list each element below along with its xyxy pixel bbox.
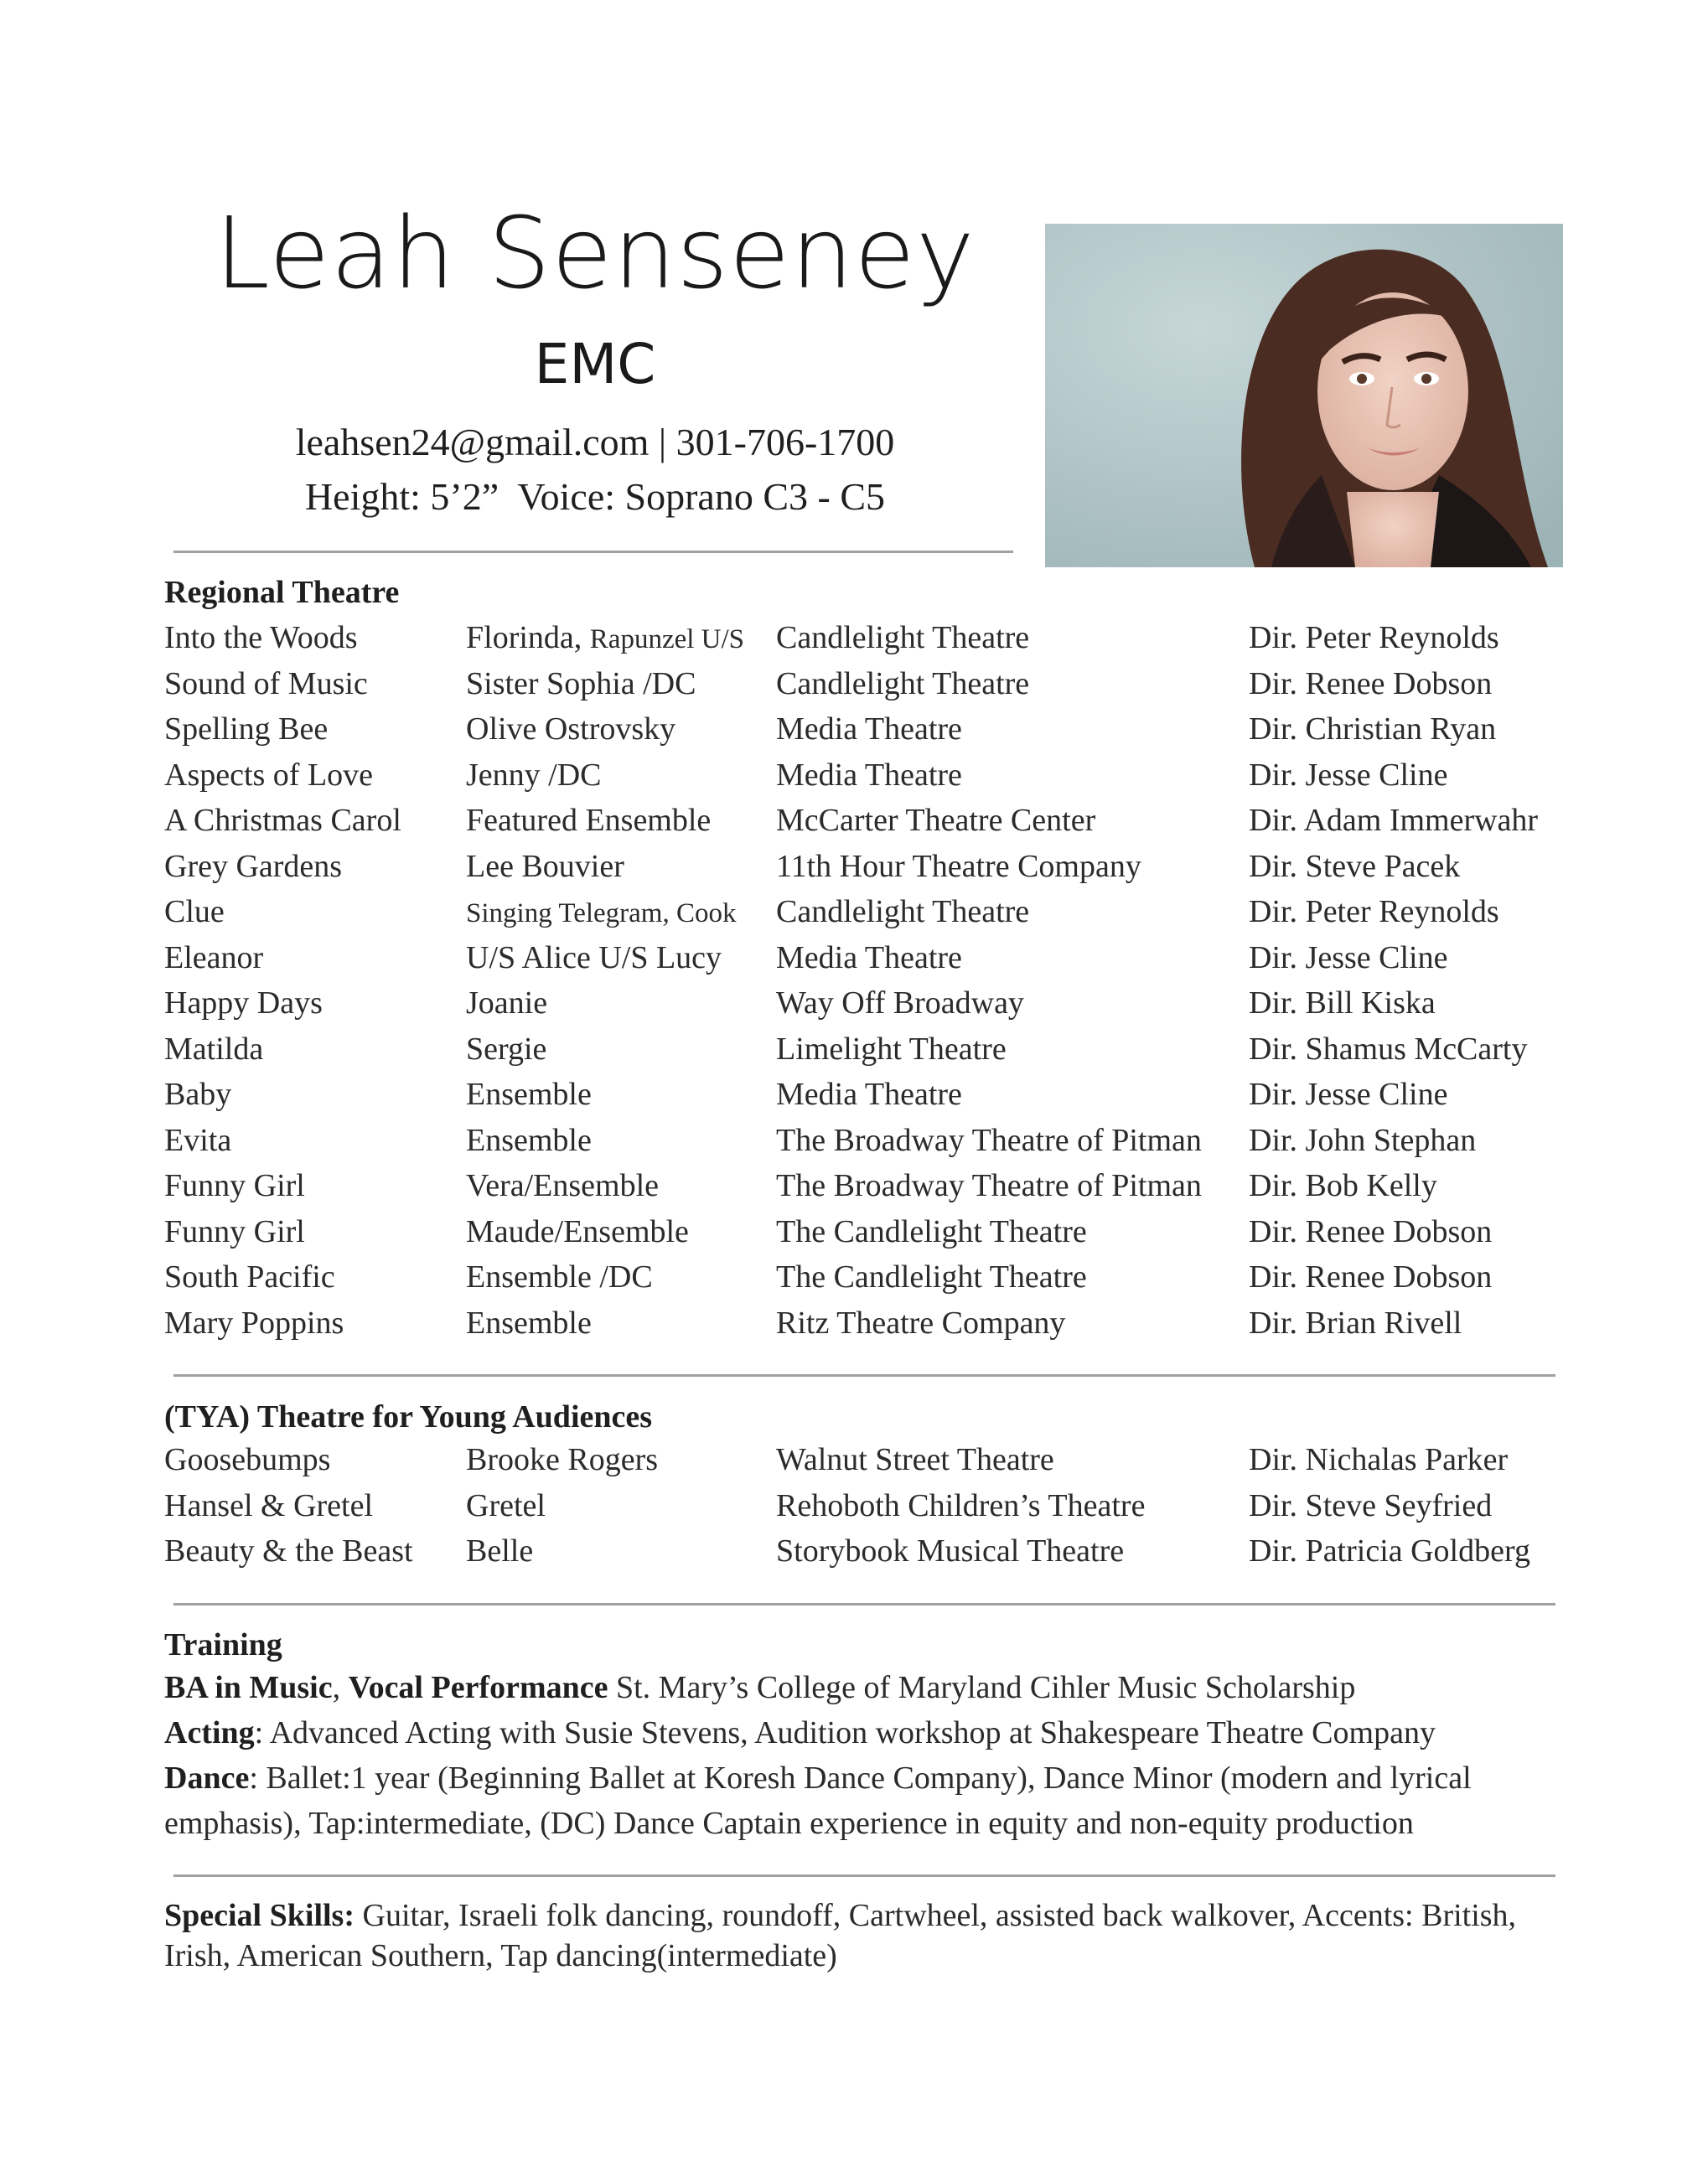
training-divider xyxy=(173,1874,1555,1877)
credit-role-text: Florinda, xyxy=(466,620,590,655)
credit-row xyxy=(0,1444,1708,1486)
credit-show: Funny Girl xyxy=(164,1168,305,1203)
credit-role xyxy=(466,1122,592,1158)
credit-role xyxy=(466,622,744,654)
credit-theatre: Storybook Musical Theatre xyxy=(776,1533,1125,1569)
acting-label: Acting xyxy=(164,1715,255,1750)
credit-role-text: Joanie xyxy=(466,985,548,1021)
credit-show: Baby xyxy=(164,1077,232,1112)
credit-director: Dir. Jesse Cline xyxy=(1249,1077,1448,1112)
credit-show: Clue xyxy=(164,894,225,929)
credit-director: Dir. Peter Reynolds xyxy=(1249,620,1499,655)
credit-director: Dir. Jesse Cline xyxy=(1249,757,1448,793)
credit-role xyxy=(466,1078,592,1110)
credit-role-text: Sister Sophia /DC xyxy=(466,665,696,701)
credit-show: Happy Days xyxy=(164,985,323,1021)
skills-label: Special Skills: xyxy=(164,1898,355,1933)
actor-name: Leah Senseney xyxy=(215,195,976,311)
degree-label-1: BA in Music xyxy=(164,1670,333,1705)
credit-row xyxy=(0,1078,1708,1120)
credit-row xyxy=(0,1033,1708,1075)
section-title-tya: (TYA) Theatre for Young Audiences xyxy=(164,1399,653,1435)
credit-director: Dir. Steve Seyfried xyxy=(1249,1487,1493,1523)
credit-theatre: The Broadway Theatre of Pitman xyxy=(776,1168,1202,1203)
credit-row xyxy=(0,665,1708,710)
credit-role-text: Olive Ostrovsky xyxy=(466,711,676,747)
credit-role xyxy=(466,1307,592,1339)
credit-role-text: Maude/Ensemble xyxy=(466,1213,689,1249)
credit-show: Spelling Bee xyxy=(164,711,329,747)
credit-row xyxy=(0,1535,1708,1577)
credit-row xyxy=(0,848,1708,892)
section-title-regional: Regional Theatre xyxy=(164,575,400,610)
credit-role xyxy=(466,1444,658,1476)
credit-row xyxy=(0,1307,1708,1349)
credit-role-text: Brooke Rogers xyxy=(466,1442,659,1477)
regional-divider xyxy=(173,1374,1555,1377)
credit-show: Beauty & the Beast xyxy=(164,1533,413,1569)
credit-role-text: U/S Alice U/S Lucy xyxy=(466,939,722,975)
credit-director: Dir. Bill Kiska xyxy=(1249,985,1436,1021)
credit-show: Goosebumps xyxy=(164,1442,331,1477)
credit-theatre: McCarter Theatre Center xyxy=(776,803,1096,838)
credit-director: Dir. Bob Kelly xyxy=(1249,1168,1437,1203)
credit-role-text: Lee Bouvier xyxy=(466,848,624,884)
credit-role-text: Belle xyxy=(466,1533,534,1569)
degree-label-2: Vocal Performance xyxy=(348,1670,608,1705)
credit-theatre: Ritz Theatre Company xyxy=(776,1305,1066,1341)
dance-text: : Ballet:1 year (Beginning Ballet at Koresh Dance Company), Dance Minor (modern and lyrical emphasis), Tap:intermediate, (DC) Dance Captain experience in equity and non-equity production xyxy=(164,1761,1472,1841)
credit-row xyxy=(0,1122,1708,1166)
credit-theatre: The Broadway Theatre of Pitman xyxy=(776,1122,1202,1158)
credit-role-text: Featured Ensemble xyxy=(466,803,712,838)
credit-director: Dir. Renee Dobson xyxy=(1249,1259,1493,1295)
credit-role xyxy=(466,713,675,745)
credit-row xyxy=(0,896,1708,938)
credit-show: Grey Gardens xyxy=(164,848,343,884)
credit-row xyxy=(0,987,1708,1029)
credit-director: Dir. Nichalas Parker xyxy=(1249,1442,1509,1477)
credit-theatre: Way Off Broadway xyxy=(776,985,1024,1021)
credit-director: Dir. Peter Reynolds xyxy=(1249,894,1499,929)
credit-role-small: Rapunzel U/S xyxy=(589,624,745,654)
credit-row xyxy=(0,759,1708,801)
credit-role xyxy=(466,759,602,791)
credit-theatre: Rehoboth Children’s Theatre xyxy=(776,1487,1146,1523)
credit-director: Dir. Christian Ryan xyxy=(1249,711,1497,747)
credit-show: Matilda xyxy=(164,1031,264,1067)
headshot-photo xyxy=(1045,224,1563,567)
credit-role xyxy=(466,896,736,928)
credit-director: Dir. Renee Dobson xyxy=(1249,665,1493,701)
credit-show: Sound of Music xyxy=(164,665,368,701)
credit-show: South Pacific xyxy=(164,1259,335,1295)
credit-role xyxy=(466,804,711,836)
credit-role-text: Sergie xyxy=(466,1031,547,1067)
credit-theatre: The Candlelight Theatre xyxy=(776,1213,1087,1249)
credit-theatre: Walnut Street Theatre xyxy=(776,1442,1054,1477)
credit-show: Aspects of Love xyxy=(164,757,374,793)
credit-row xyxy=(0,1487,1708,1532)
credit-director: Dir. John Stephan xyxy=(1249,1122,1477,1158)
credit-role-small: Singing Telegram, Cook xyxy=(466,898,737,928)
training-acting xyxy=(164,1710,1572,1755)
credit-director: Dir. Renee Dobson xyxy=(1249,1213,1493,1249)
credit-director: Dir. Jesse Cline xyxy=(1249,939,1448,975)
credit-role-text: Ensemble /DC xyxy=(466,1259,653,1295)
credit-show: Into the Woods xyxy=(164,620,358,655)
training-dance xyxy=(164,1755,1572,1846)
credit-theatre: Media Theatre xyxy=(776,711,962,747)
credit-role xyxy=(466,987,547,1019)
credit-director: Dir. Steve Pacek xyxy=(1249,848,1461,884)
credit-theatre: Candlelight Theatre xyxy=(776,620,1030,655)
credit-role-text: Ensemble xyxy=(466,1305,592,1341)
credit-show: Hansel & Gretel xyxy=(164,1487,374,1523)
credit-row xyxy=(0,622,1708,664)
skills-text: Guitar, Israeli folk dancing, roundoff, Cartwheel, assisted back walkover, Accents: British, Irish, American Southern, Tap dancing(intermediate) xyxy=(164,1898,1517,1973)
acting-text: : Advanced Acting with Susie Stevens, Audition workshop at Shakespeare Theatre Company xyxy=(254,1715,1436,1750)
credit-role xyxy=(466,939,722,975)
credit-theatre: 11th Hour Theatre Company xyxy=(776,848,1141,884)
credit-theatre: Media Theatre xyxy=(776,939,962,975)
credit-director: Dir. Patricia Goldberg xyxy=(1249,1533,1530,1569)
contact-info: leahsen24@gmail.com | 301-706-1700 xyxy=(295,421,895,463)
credit-role xyxy=(466,848,624,884)
credit-role-text: Ensemble xyxy=(466,1077,592,1112)
credit-row xyxy=(0,804,1708,846)
credit-role xyxy=(466,1535,533,1567)
credit-role-text: Jenny /DC xyxy=(466,757,602,793)
credit-theatre: Candlelight Theatre xyxy=(776,665,1030,701)
union-status: EMC xyxy=(534,332,656,396)
degree-separator: , xyxy=(332,1670,349,1705)
height-voice: Height: 5’2” Voice: Soprano C3 - C5 xyxy=(304,475,886,518)
credit-row xyxy=(0,939,1708,984)
training-degree xyxy=(164,1665,1572,1710)
credit-director: Dir. Brian Rivell xyxy=(1249,1305,1462,1341)
credit-role xyxy=(466,1213,689,1249)
credit-role-text: Vera/Ensemble xyxy=(466,1168,660,1203)
dance-label: Dance xyxy=(164,1761,250,1796)
credit-role xyxy=(466,1033,546,1065)
credit-row xyxy=(0,1261,1708,1303)
header-divider xyxy=(173,551,1013,553)
credit-show: Evita xyxy=(164,1122,232,1158)
credit-role-text: Gretel xyxy=(466,1487,546,1523)
credit-row xyxy=(0,1213,1708,1258)
credit-row xyxy=(0,1170,1708,1212)
degree-text: St. Mary’s College of Maryland Cihler Music Scholarship xyxy=(608,1670,1356,1705)
credit-show: Funny Girl xyxy=(164,1213,305,1249)
credit-theatre: Media Theatre xyxy=(776,1077,962,1112)
credit-role xyxy=(466,1261,653,1293)
credit-theatre: The Candlelight Theatre xyxy=(776,1259,1087,1295)
credit-theatre: Media Theatre xyxy=(776,757,962,793)
credit-director: Dir. Shamus McCarty xyxy=(1249,1031,1528,1067)
credit-role xyxy=(466,665,696,701)
credit-theatre: Candlelight Theatre xyxy=(776,894,1030,929)
credit-role xyxy=(466,1170,659,1202)
special-skills xyxy=(164,1895,1572,1976)
credit-show: A Christmas Carol xyxy=(164,803,401,838)
credit-role xyxy=(466,1487,546,1523)
tya-divider xyxy=(173,1603,1555,1605)
section-title-training: Training xyxy=(164,1627,282,1662)
credit-row xyxy=(0,713,1708,755)
credit-show: Mary Poppins xyxy=(164,1305,344,1341)
credit-role-text: Ensemble xyxy=(466,1122,592,1158)
credit-director: Dir. Adam Immerwahr xyxy=(1249,803,1539,838)
credit-theatre: Limelight Theatre xyxy=(776,1031,1007,1067)
credit-show: Eleanor xyxy=(164,939,264,975)
